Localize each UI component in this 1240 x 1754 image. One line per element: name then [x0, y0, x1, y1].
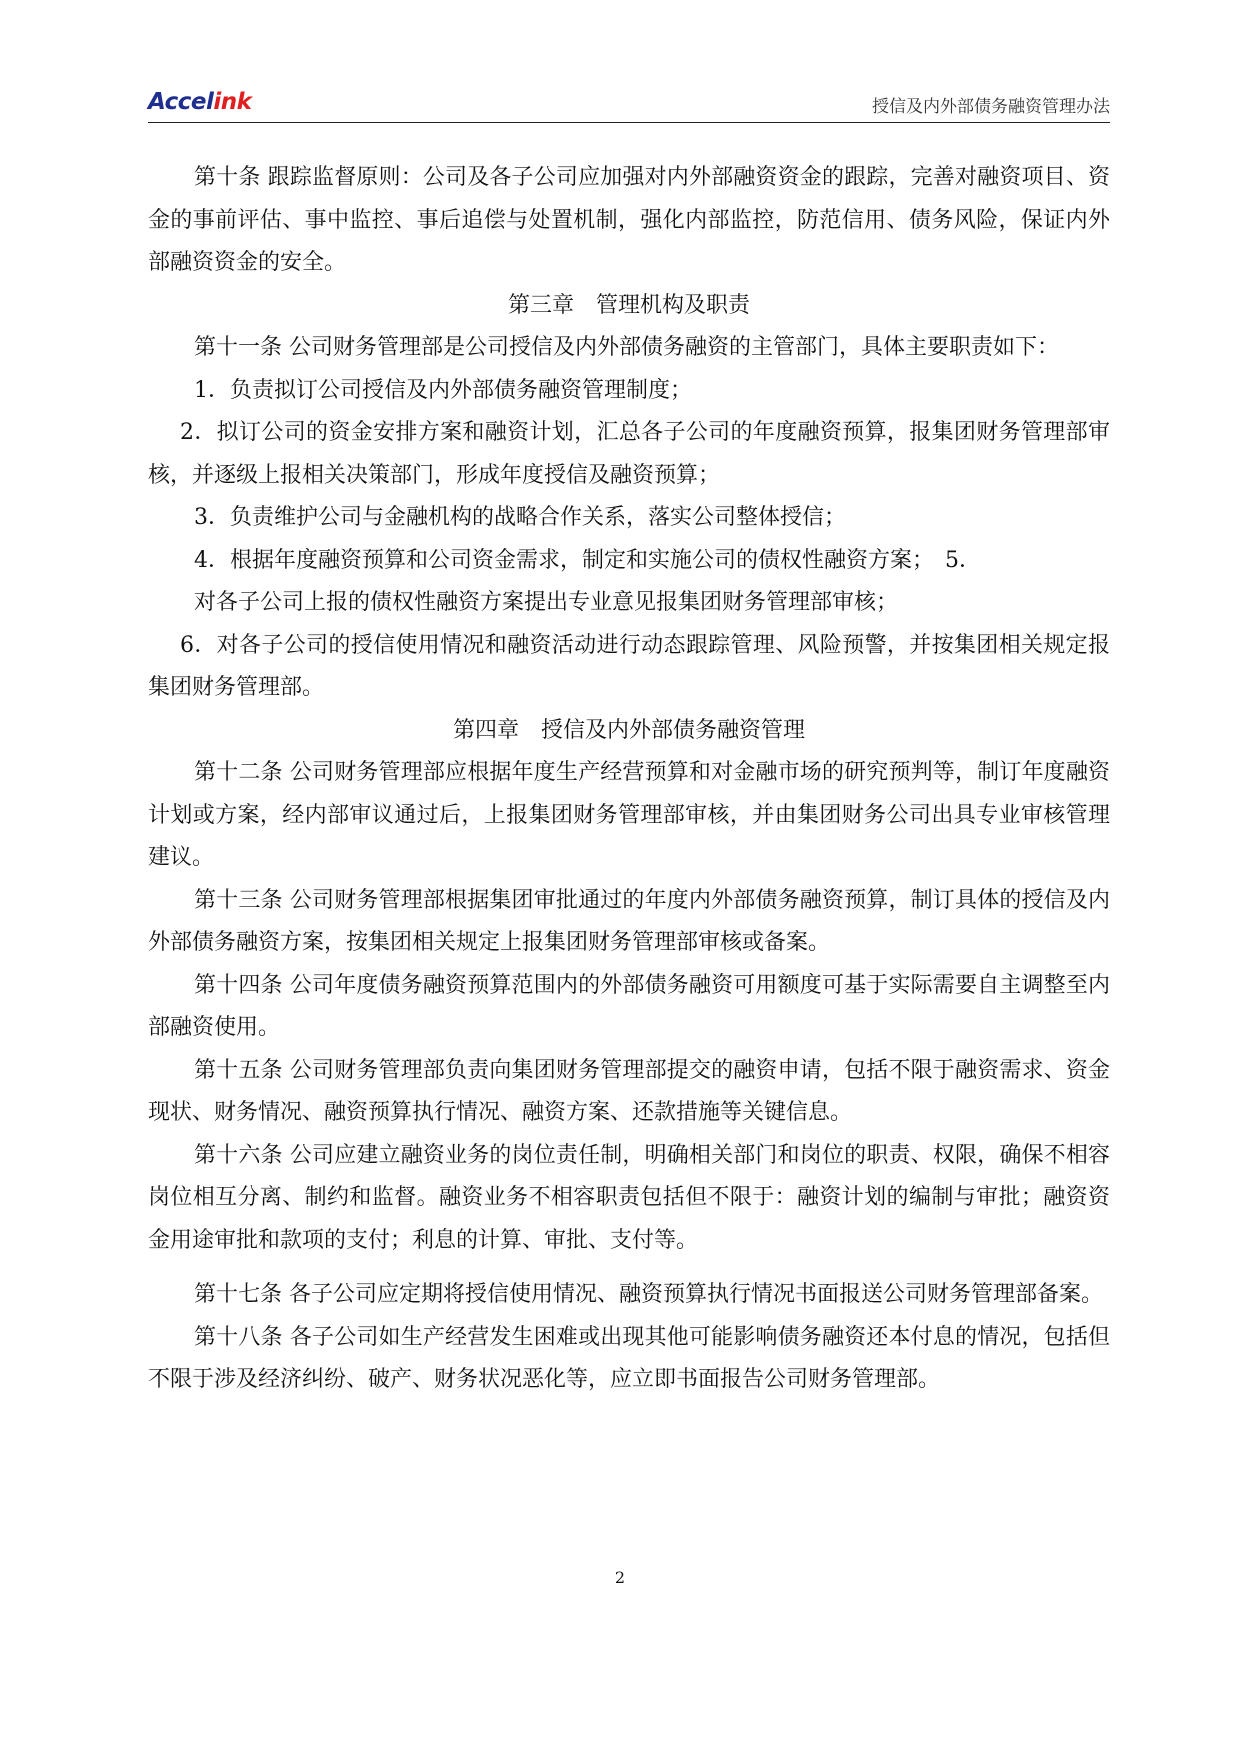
article-11-item-3: 3．负责维护公司与金融机构的战略合作关系，落实公司整体授信； — [194, 505, 846, 530]
logo-text-main: Accel — [148, 89, 214, 115]
document-body — [148, 157, 1110, 1402]
article-10: 第十条 跟踪监督原则：公司及各子公司应加强对内外部融资资金的跟踪，完善对融资项目、资金的事前评估、事中监控、事后追偿与处置机制，强化内部监控，防范信用、债务风险，保证内外部融资资金的安全。 — [148, 165, 1110, 275]
article-11-item-5: 对各子公司上报的债权性融资方案提出专业意见报集团财务管理部审核； — [194, 590, 899, 615]
document-title: 授信及内外部债务融资管理办法 — [872, 97, 1110, 117]
article-17: 第十七条 各子公司应定期将授信使用情况、融资预算执行情况书面报送公司财务管理部备案。 — [194, 1282, 1103, 1307]
article-11-item-4: 4．根据年度融资预算和公司资金需求，制定和实施公司的债权性融资方案； 5． — [194, 547, 981, 573]
company-logo — [148, 89, 251, 115]
article-14: 第十四条 公司年度债务融资预算范围内的外部债务融资可用额度可基于实际需要自主调整至内部融资使用。 — [148, 972, 1110, 1040]
page-header — [148, 84, 1110, 123]
article-11-item-6: 6．对各子公司的授信使用情况和融资活动进行动态跟踪管理、风险预警，并按集团相关规定报集团财务管理部。 — [148, 632, 1110, 700]
chapter-4-heading: 第四章 授信及内外部债务融资管理 — [452, 717, 805, 743]
article-12: 第十二条 公司财务管理部应根据年度生产经营预算和对金融市场的研究预判等，制订年度融资计划或方案，经内部审议通过后，上报集团财务管理部审核，并由集团财务公司出具专业审核管理建议。 — [148, 760, 1110, 870]
article-13: 第十三条 公司财务管理部根据集团审批通过的年度内外部债务融资预算，制订具体的授信及内外部债务融资方案，按集团相关规定上报集团财务管理部审核或备案。 — [148, 887, 1110, 955]
page-number: 2 — [614, 1568, 626, 1587]
article-18: 第十八条 各子公司如生产经营发生困难或出现其他可能影响债务融资还本付息的情况，包括但不限于涉及经济纠纷、破产、财务状况恶化等，应立即书面报告公司财务管理部。 — [148, 1324, 1110, 1392]
article-11-item-2: 2．拟订公司的资金安排方案和融资计划，汇总各子公司的年度融资预算，报集团财务管理部审核，并逐级上报相关决策部门，形成年度授信及融资预算； — [148, 420, 1110, 488]
article-11-item-1: 1．负责拟订公司授信及内外部债务融资管理制度； — [194, 377, 692, 403]
article-15: 第十五条 公司财务管理部负责向集团财务管理部提交的融资申请，包括不限于融资需求、资金现状、财务情况、融资预算执行情况、融资方案、还款措施等关键信息。 — [148, 1057, 1110, 1125]
article-11: 第十一条 公司财务管理部是公司授信及内外部债务融资的主管部门，具体主要职责如下： — [194, 335, 1059, 360]
article-16: 第十六条 公司应建立融资业务的岗位责任制，明确相关部门和岗位的职责、权限，确保不相容岗位相互分离、制约和监督。融资业务不相容职责包括但不限于：融资计划的编制与审批；融资资金用途审批和款项的支付；利息的计算、审批、支付等。 — [148, 1142, 1110, 1253]
logo-text-accent: ink — [213, 89, 252, 115]
chapter-3-heading: 第三章 管理机构及职责 — [507, 292, 750, 318]
